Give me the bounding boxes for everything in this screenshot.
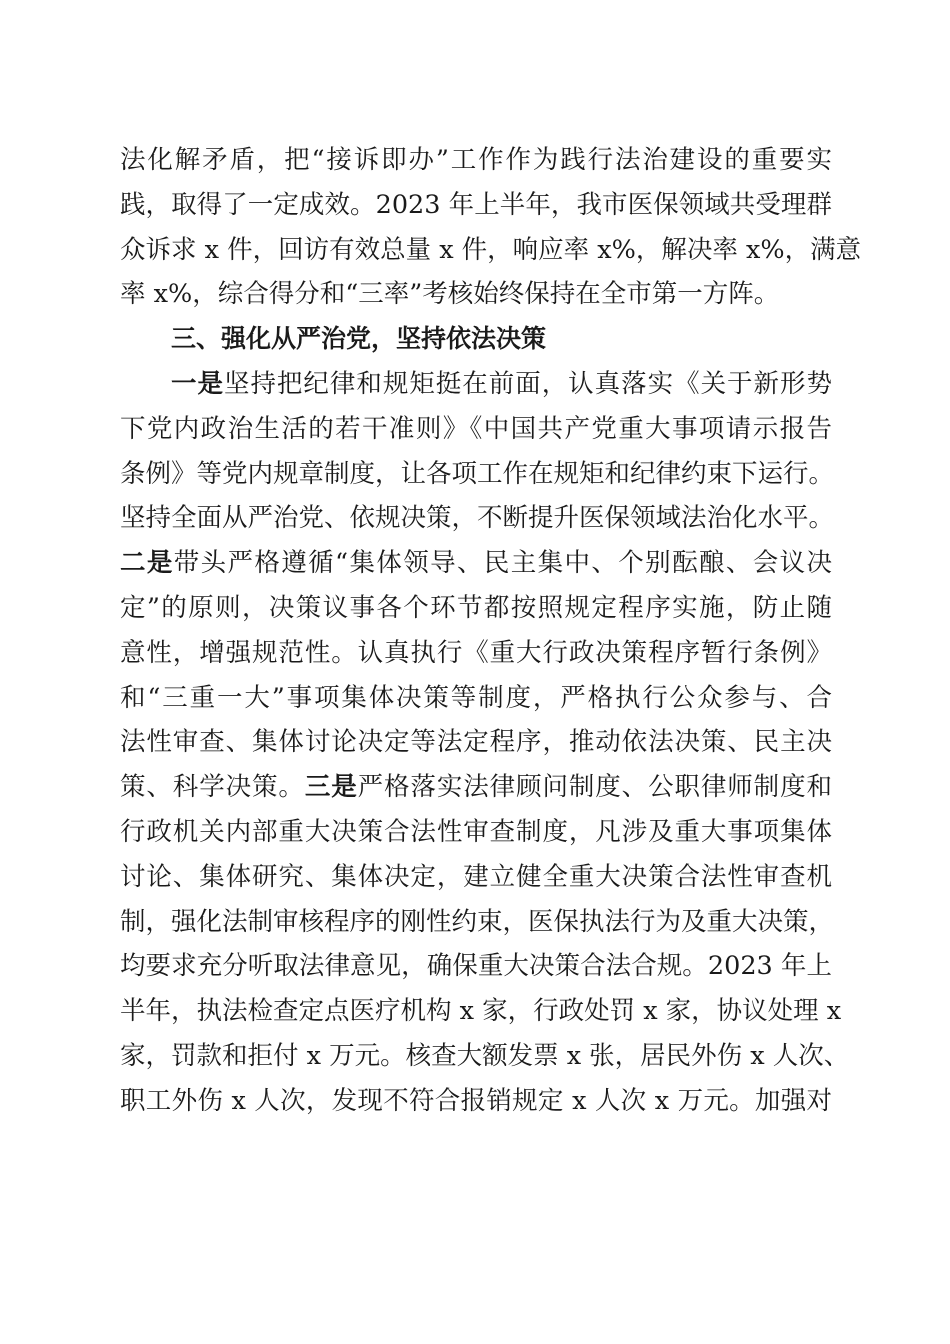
para2-line-14: 均要求充分听取法律意见，确保重大决策合法合规。2023 年上 [120, 951, 832, 982]
para2-line-10-pre: 策、科学决策。 [120, 772, 305, 803]
para2-line-6: 定”的原则，决策议事各个环节都按照规定程序实施，防止随 [120, 592, 832, 623]
para1-line-2: 践，取得了一定成效。2023 年上半年，我市医保领域共受理群 [120, 189, 832, 220]
para2-line-1 [120, 362, 832, 407]
para2-line-9: 法性审查、集体讨论决定等法定程序，推动依法决策、民主决 [120, 727, 832, 758]
para2-line-8: 和“三重一大”事项集体决策等制度，严格执行公众参与、合 [120, 682, 832, 713]
para2-line-4: 坚持全面从严治党、依规决策，不断提升医保领域法治化水平。 [120, 503, 835, 534]
para2-line-5-text: 带头严格遵循“集体领导、民主集中、个别酝酿、会议决 [173, 548, 832, 579]
para2-line-2: 下党内政治生活的若干准则》《中国共产党重大事项请示报告 [120, 413, 832, 444]
para2-line-10 [120, 765, 832, 810]
para2-line-15: 半年，执法检查定点医疗机构 x 家，行政处罚 x 家，协议处理 x [120, 996, 842, 1027]
document-body [120, 138, 862, 1124]
para2-line-13: 制，强化法制审核程序的刚性约束，医保执法行为及重大决策， [120, 906, 835, 937]
para2-line-11: 行政机关内部重大决策合法性审查制度，凡涉及重大事项集体 [120, 816, 832, 847]
lead-second: 二是 [120, 548, 174, 579]
section-heading: 三、强化从严治党，坚持依法决策 [171, 324, 547, 354]
para2-line-10-text: 严格落实法律顾问制度、公职律师制度和 [357, 772, 832, 803]
lead-first: 一是 [171, 368, 224, 399]
para2-line-7: 意性，增强规范性。认真执行《重大行政决策程序暂行条例》 [120, 637, 832, 668]
para2-line-3: 条例》等党内规章制度，让各项工作在规矩和纪律约束下运行。 [120, 458, 835, 489]
para2-line-1-text: 坚持把纪律和规矩挺在前面，认真落实《关于新形势 [223, 368, 832, 399]
para1-line-4: 率 x%，综合得分和“三率”考核始终保持在全市第一方阵。 [120, 279, 780, 310]
para1-line-1: 法化解矛盾，把“接诉即办”工作作为践行法治建设的重要实 [120, 145, 832, 175]
para2-line-5 [120, 541, 832, 586]
para2-line-17: 职工外伤 x 人次，发现不符合报销规定 x 人次 x 万元。加强对 [120, 1085, 832, 1116]
para2-line-16: 家，罚款和拒付 x 万元。核查大额发票 x 张，居民外伤 x 人次、 [120, 1040, 850, 1071]
lead-third: 三是 [304, 772, 358, 803]
para1-line-3: 众诉求 x 件，回访有效总量 x 件，响应率 x%，解决率 x%，满意 [120, 234, 862, 265]
para2-line-12: 讨论、集体研究、集体决定，建立健全重大决策合法性审查机 [120, 861, 832, 892]
